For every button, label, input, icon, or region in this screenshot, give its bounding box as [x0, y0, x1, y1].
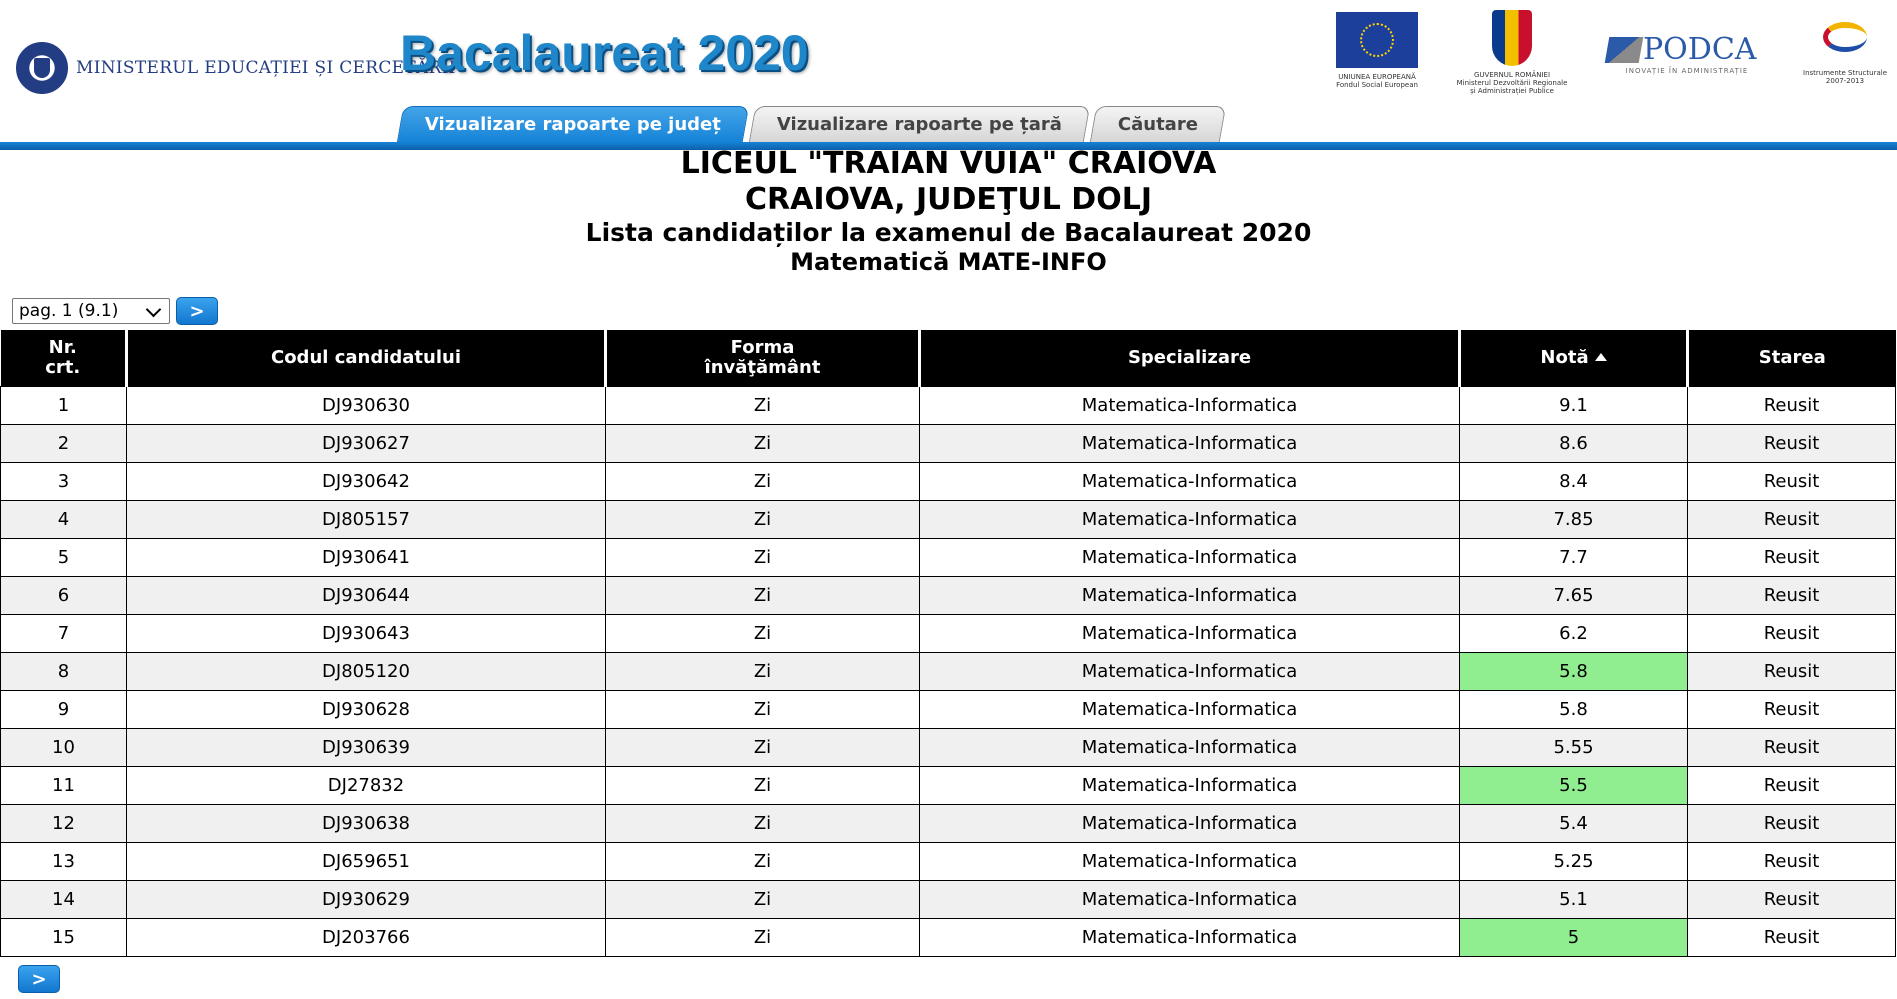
list-title: Lista candidaților la examenul de Bacalaureat 2020: [585, 218, 1312, 247]
table-header-row: [1, 330, 1896, 387]
grade: 8.6: [1460, 425, 1688, 463]
government-logo: [1447, 8, 1577, 95]
table-row: [1, 539, 1896, 577]
table-row: [1, 919, 1896, 957]
candidate-code: DJ930643: [127, 615, 606, 653]
row-number: 12: [1, 805, 127, 843]
grade: 7.85: [1460, 501, 1688, 539]
eu-caption-1: UNIUNEA EUROPEANĂ: [1338, 73, 1416, 81]
row-number: 2: [1, 425, 127, 463]
education-form: Zi: [606, 425, 920, 463]
grade: 5.55: [1460, 729, 1688, 767]
page-select-value: pag. 1 (9.1): [19, 301, 119, 321]
gov-caption-3: și Administrației Publice: [1470, 87, 1554, 95]
grade: 7.65: [1460, 577, 1688, 615]
is-caption-2: 2007-2013: [1825, 77, 1865, 85]
table-row: [1, 881, 1896, 919]
ministry-crest-icon: [16, 42, 68, 94]
report-tabs: [400, 106, 1229, 144]
candidate-code: DJ203766: [127, 919, 606, 957]
education-form: Zi: [606, 539, 920, 577]
table-row: [1, 843, 1896, 881]
education-form: Zi: [606, 881, 920, 919]
podca-mark-icon: [1605, 37, 1644, 63]
is-caption-1: Instrumente Structurale: [1803, 69, 1887, 77]
partner-logos: [1297, 8, 1897, 108]
ministry-name: MINISTERUL EDUCAȚIEI ȘI CERCETĂRII: [76, 58, 456, 78]
tab-search[interactable]: Căutare: [1090, 106, 1226, 142]
specialization: Matematica-Informatica: [920, 919, 1460, 957]
grade: 8.4: [1460, 463, 1688, 501]
status: Reusit: [1688, 767, 1896, 805]
specialization: Matematica-Informatica: [920, 767, 1460, 805]
table-row: [1, 653, 1896, 691]
education-form: Zi: [606, 387, 920, 425]
candidate-code: DJ930630: [127, 387, 606, 425]
grade: 5.1: [1460, 881, 1688, 919]
specialization: Matematica-Informatica: [920, 805, 1460, 843]
education-form: Zi: [606, 615, 920, 653]
education-form: Zi: [606, 805, 920, 843]
podca-tagline: INOVAȚIE ÎN ADMINISTRAȚIE: [1625, 67, 1749, 75]
grade: 5.8: [1460, 653, 1688, 691]
specialization: Matematica-Informatica: [920, 501, 1460, 539]
table-row: [1, 387, 1896, 425]
grade: 5.25: [1460, 843, 1688, 881]
status: Reusit: [1688, 881, 1896, 919]
podca-logo: [1607, 8, 1767, 75]
candidate-code: DJ930628: [127, 691, 606, 729]
candidate-code: DJ930638: [127, 805, 606, 843]
column-header-specialization[interactable]: Specializare: [920, 330, 1460, 387]
grade: 6.2: [1460, 615, 1688, 653]
education-form: Zi: [606, 729, 920, 767]
tab-country-reports[interactable]: Vizualizare rapoarte pe țară: [749, 106, 1090, 142]
gov-caption-1: GUVERNUL ROMÂNIEI: [1473, 71, 1551, 79]
grade: 5.8: [1460, 691, 1688, 729]
specialization: Matematica-Informatica: [920, 463, 1460, 501]
education-form: Zi: [606, 463, 920, 501]
table-row: [1, 501, 1896, 539]
eu-logo: [1317, 8, 1437, 89]
column-header-nr[interactable]: Nr. crt.: [1, 330, 127, 387]
status: Reusit: [1688, 805, 1896, 843]
row-number: 10: [1, 729, 127, 767]
status: Reusit: [1688, 919, 1896, 957]
candidate-code: DJ930641: [127, 539, 606, 577]
status: Reusit: [1688, 425, 1896, 463]
row-number: 9: [1, 691, 127, 729]
specialization: Matematica-Informatica: [920, 577, 1460, 615]
education-form: Zi: [606, 767, 920, 805]
subject-title: Matematică MATE-INFO: [790, 248, 1107, 276]
candidate-code: DJ930629: [127, 881, 606, 919]
specialization: Matematica-Informatica: [920, 653, 1460, 691]
row-number: 3: [1, 463, 127, 501]
status: Reusit: [1688, 691, 1896, 729]
column-header-form[interactable]: Forma învăţământ: [606, 330, 920, 387]
next-page-button[interactable]: >: [176, 297, 218, 325]
specialization: Matematica-Informatica: [920, 881, 1460, 919]
column-header-code[interactable]: Codul candidatului: [127, 330, 606, 387]
row-number: 6: [1, 577, 127, 615]
status: Reusit: [1688, 463, 1896, 501]
row-number: 5: [1, 539, 127, 577]
tab-county-reports[interactable]: Vizualizare rapoarte pe județ: [397, 106, 749, 142]
pagination-top: [12, 297, 218, 325]
status: Reusit: [1688, 387, 1896, 425]
school-location: CRAIOVA, JUDEŢUL DOLJ: [745, 182, 1152, 217]
table-row: [1, 615, 1896, 653]
row-number: 8: [1, 653, 127, 691]
education-form: Zi: [606, 577, 920, 615]
row-number: 14: [1, 881, 127, 919]
candidate-code: DJ930642: [127, 463, 606, 501]
row-number: 1: [1, 387, 127, 425]
page-select[interactable]: [12, 298, 170, 324]
school-name: LICEUL "TRAIAN VUIA" CRAIOVA: [680, 146, 1217, 181]
candidates-table: [0, 330, 1896, 957]
romania-coat-of-arms-icon: [1492, 10, 1532, 66]
table-row: [1, 767, 1896, 805]
gov-caption-2: Ministerul Dezvoltării Regionale: [1456, 79, 1568, 87]
status: Reusit: [1688, 501, 1896, 539]
education-form: Zi: [606, 501, 920, 539]
row-number: 15: [1, 919, 127, 957]
candidate-code: DJ930644: [127, 577, 606, 615]
structural-instruments-icon: [1815, 8, 1875, 64]
status: Reusit: [1688, 653, 1896, 691]
candidate-code: DJ659651: [127, 843, 606, 881]
table-row: [1, 463, 1896, 501]
brand-title[interactable]: Bacalaureat 2020: [400, 25, 809, 81]
grade: 9.1: [1460, 387, 1688, 425]
status: Reusit: [1688, 843, 1896, 881]
chevron-down-icon: [146, 301, 162, 317]
status: Reusit: [1688, 615, 1896, 653]
table-row: [1, 729, 1896, 767]
eu-caption-2: Fondul Social European: [1336, 81, 1418, 89]
specialization: Matematica-Informatica: [920, 539, 1460, 577]
table-row: [1, 577, 1896, 615]
education-form: Zi: [606, 653, 920, 691]
candidate-code: DJ27832: [127, 767, 606, 805]
candidate-code: DJ805120: [127, 653, 606, 691]
column-header-status[interactable]: Starea: [1688, 330, 1896, 387]
candidate-code: DJ930627: [127, 425, 606, 463]
specialization: Matematica-Informatica: [920, 425, 1460, 463]
specialization: Matematica-Informatica: [920, 691, 1460, 729]
eu-flag-icon: [1336, 12, 1418, 68]
column-header-grade[interactable]: Notă: [1460, 330, 1688, 387]
candidate-code: DJ805157: [127, 501, 606, 539]
candidate-code: DJ930639: [127, 729, 606, 767]
status: Reusit: [1688, 729, 1896, 767]
grade: 7.7: [1460, 539, 1688, 577]
education-form: Zi: [606, 919, 920, 957]
specialization: Matematica-Informatica: [920, 615, 1460, 653]
specialization: Matematica-Informatica: [920, 729, 1460, 767]
row-number: 13: [1, 843, 127, 881]
page-header: [0, 0, 1897, 150]
row-number: 11: [1, 767, 127, 805]
next-page-button-bottom[interactable]: >: [18, 965, 60, 993]
status: Reusit: [1688, 539, 1896, 577]
ministry-logo[interactable]: [16, 42, 456, 94]
grade: 5.4: [1460, 805, 1688, 843]
table-row: [1, 425, 1896, 463]
structural-instruments-logo: [1797, 8, 1893, 85]
table-row: [1, 805, 1896, 843]
education-form: Zi: [606, 691, 920, 729]
sort-ascending-icon: [1595, 353, 1607, 361]
podca-name: PODCA: [1643, 32, 1757, 67]
status: Reusit: [1688, 577, 1896, 615]
specialization: Matematica-Informatica: [920, 387, 1460, 425]
specialization: Matematica-Informatica: [920, 843, 1460, 881]
row-number: 4: [1, 501, 127, 539]
grade: 5.5: [1460, 767, 1688, 805]
grade: 5: [1460, 919, 1688, 957]
table-row: [1, 691, 1896, 729]
report-titles: [0, 146, 1897, 276]
row-number: 7: [1, 615, 127, 653]
education-form: Zi: [606, 843, 920, 881]
